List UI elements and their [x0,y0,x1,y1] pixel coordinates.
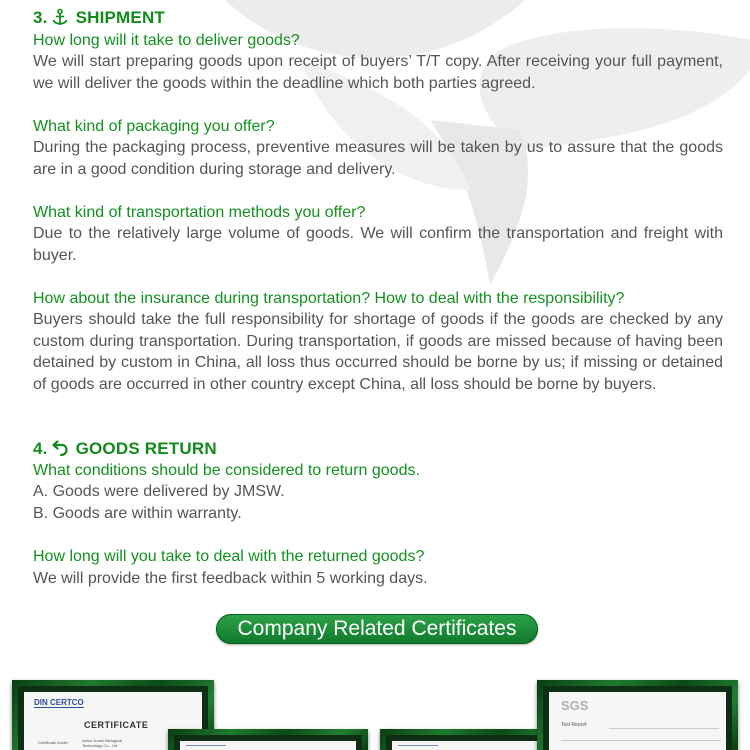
goods-return-title: GOODS RETURN [75,439,217,458]
shipment-heading [33,7,165,29]
shipment-number: 3. [33,8,48,27]
faq-question-return-handling: How long will you take to deal with the returned goods? [33,548,425,565]
faq-question-packaging: What kind of packaging you offer? [33,118,275,135]
goods-return-number: 4. [33,439,48,458]
test-report-title: Test Report [561,722,587,728]
anchor-icon [50,8,70,28]
return-arrow-icon [50,439,70,459]
certificate-frame-4 [537,680,738,750]
faq-answer-delivery-time: We will start preparing goods upon receipt of buyers’ T/T copy. After receiving your full payment, we will deliver the goods within the deadline which both parties agreed. [33,53,723,92]
din-certco-logo: DIN CERTCO [34,698,84,707]
faq-answer-transportation: Due to the relatively large volume of goods. We will confirm the transportation and freight with buyer. [33,225,723,264]
certificate-paper-2 [180,741,356,750]
certificates-heading-pill: Company Related Certificates [216,614,538,644]
certificate-paper-4 [549,692,726,750]
certificate-title: CERTIFICATE [84,720,149,730]
certificate-holder-label: Certificate holder [38,740,69,745]
shipment-title: SHIPMENT [75,8,166,27]
faq-answer-return-handling: We will provide the first feedback within 5 working days. [33,570,428,587]
return-condition-a: A. Goods were delivered by JMSW. [33,483,285,500]
return-condition-b: B. Goods are within warranty. [33,505,242,522]
goods-return-heading [33,438,217,460]
faq-question-transportation: What kind of transportation methods you offer? [33,204,366,221]
faq-question-insurance: How about the insurance during transportation? How to deal with the responsibility? [33,290,625,307]
certificate-frame-2 [168,729,368,750]
faq-question-delivery-time: How long will it take to deliver goods? [33,32,300,49]
sgs-logo: SGS [561,698,589,713]
certificate-holder-line2: Technology Co., Ltd [82,743,118,748]
faq-answer-insurance: Buyers should take the full responsibility for shortage of goods if the goods are checked by any custom during transportation. During transportation, if goods are missed because of having been detained by custom in China, all loss thus occurred should be borne by us; if missing or detained of goods are occurred in other country except China, all loss should be borne by buyers. [33,311,723,393]
faq-answer-packaging: During the packaging process, preventive measures will be taken by us to assure that the goods are in a good condition during storage and delivery. [33,139,723,178]
faq-question-return-conditions: What conditions should be considered to return goods. [33,462,420,479]
certificate-holder-line1: Anhui Jumei Biological [82,738,123,743]
